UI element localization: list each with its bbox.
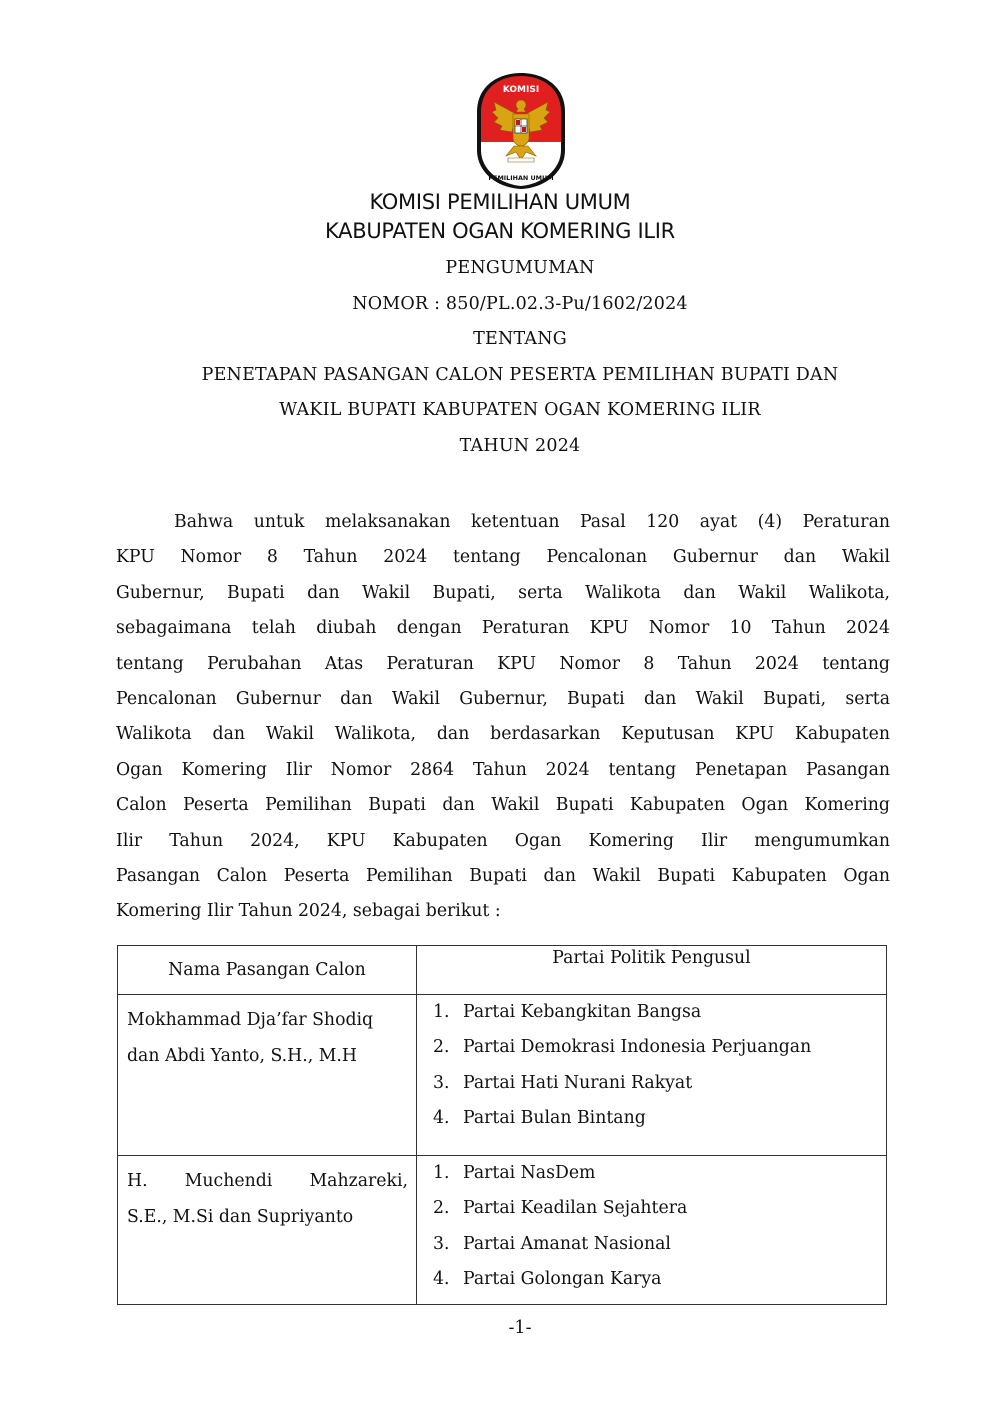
list-item — [433, 1262, 886, 1297]
column-header-candidate: Nama Pasangan Calon — [118, 946, 417, 995]
party-list — [433, 1156, 886, 1298]
list-item — [433, 1101, 886, 1136]
logo-text-bottom: PEMILIHAN UMUM — [488, 174, 554, 182]
candidate-name-line: S.E., M.Si dan Supriyanto — [127, 1206, 354, 1227]
candidate-name-cell — [118, 1156, 417, 1305]
list-number: 3. — [433, 1233, 450, 1254]
list-number: 1. — [433, 1163, 450, 1183]
body-line: Bahwa untuk melaksanakan ketentuan Pasal 120 ayat (4) Peraturan — [174, 512, 890, 532]
body-line: sebagaimana telah diubah dengan Peraturan KPU Nomor 10 Tahun 2024 — [116, 618, 890, 639]
party-name: Partai Keadilan Sejahtera — [463, 1198, 688, 1219]
list-item — [433, 1191, 886, 1226]
body-line: Calon Peserta Pemilihan Bupati dan Wakil Bupati Kabupaten Ogan Komering — [116, 795, 890, 816]
party-list-cell — [417, 1156, 887, 1305]
candidate-name-line: dan Abdi Yanto, S.H., M.H — [127, 1045, 357, 1066]
list-item — [433, 1066, 886, 1101]
document-subject-line-3: TAHUN 2024 — [459, 436, 581, 456]
list-item — [433, 1156, 886, 1191]
candidate-name-line: Mokhammad Dja’far Shodiq — [127, 1010, 374, 1030]
document-type: PENGUMUMAN — [445, 258, 595, 278]
organization-name: KOMISI PEMILIHAN UMUM — [369, 190, 631, 214]
body-line: Pencalonan Gubernur dan Wakil Gubernur, Bupati dan Wakil Bupati, serta — [116, 688, 890, 709]
party-name: Partai Demokrasi Indonesia Perjuangan — [463, 1037, 812, 1058]
party-name: Partai Bulan Bintang — [463, 1108, 646, 1129]
body-line: tentang Perubahan Atas Peraturan KPU Nomor 8 Tahun 2024 tentang — [116, 653, 890, 674]
document-subject-line-2: WAKIL BUPATI KABUPATEN OGAN KOMERING ILIR — [279, 400, 761, 420]
party-list — [433, 995, 886, 1137]
party-list-cell — [417, 995, 887, 1156]
page-number: -1- — [508, 1318, 532, 1338]
body-line: Ilir Tahun 2024, KPU Kabupaten Ogan Komering Ilir mengumumkan — [116, 830, 890, 851]
candidate-name-cell — [118, 995, 417, 1156]
list-item — [433, 1030, 886, 1065]
body-line: Walikota dan Wakil Walikota, dan berdasarkan Keputusan KPU Kabupaten — [116, 724, 890, 745]
table-row — [118, 995, 887, 1156]
list-number: 4. — [433, 1269, 450, 1290]
list-number: 2. — [433, 1198, 450, 1219]
list-number: 4. — [433, 1108, 450, 1129]
body-paragraph — [116, 505, 890, 930]
body-line: KPU Nomor 8 Tahun 2024 tentang Pencalonan Gubernur dan Wakil — [116, 547, 890, 568]
kpu-logo — [476, 72, 566, 190]
list-number: 3. — [433, 1072, 450, 1093]
table-row — [118, 1156, 887, 1305]
document-number: NOMOR : 850/PL.02.3-Pu/1602/2024 — [352, 294, 688, 314]
document-subject-line-1: PENETAPAN PASANGAN CALON PESERTA PEMILIHAN BUPATI DAN — [201, 365, 839, 385]
body-line: Ogan Komering Ilir Nomor 2864 Tahun 2024 tentang Penetapan Pasangan — [116, 759, 890, 780]
document-about: TENTANG — [473, 329, 567, 349]
party-name: Partai NasDem — [463, 1163, 596, 1183]
body-line: Gubernur, Bupati dan Wakil Bupati, serta Walikota dan Wakil Walikota, — [116, 582, 890, 603]
list-item — [433, 1227, 886, 1262]
column-header-parties: Partai Politik Pengusul — [417, 946, 887, 995]
body-line: Komering Ilir Tahun 2024, sebagai berikut : — [116, 901, 501, 922]
party-name: Partai Kebangkitan Bangsa — [463, 1002, 702, 1022]
party-name: Partai Amanat Nasional — [463, 1233, 671, 1254]
list-number: 2. — [433, 1037, 450, 1058]
list-number: 1. — [433, 1002, 450, 1022]
candidate-table — [117, 945, 887, 1305]
candidate-name-line: H. Muchendi Mahzareki, — [127, 1171, 408, 1191]
organization-region: KABUPATEN OGAN KOMERING ILIR — [325, 219, 675, 243]
party-name: Partai Hati Nurani Rakyat — [463, 1072, 693, 1093]
list-item — [433, 995, 886, 1030]
party-name: Partai Golongan Karya — [463, 1269, 662, 1290]
logo-text-top: KOMISI — [502, 85, 540, 95]
body-line: Pasangan Calon Peserta Pemilihan Bupati dan Wakil Bupati Kabupaten Ogan — [116, 865, 890, 886]
table-header-row — [118, 946, 887, 995]
